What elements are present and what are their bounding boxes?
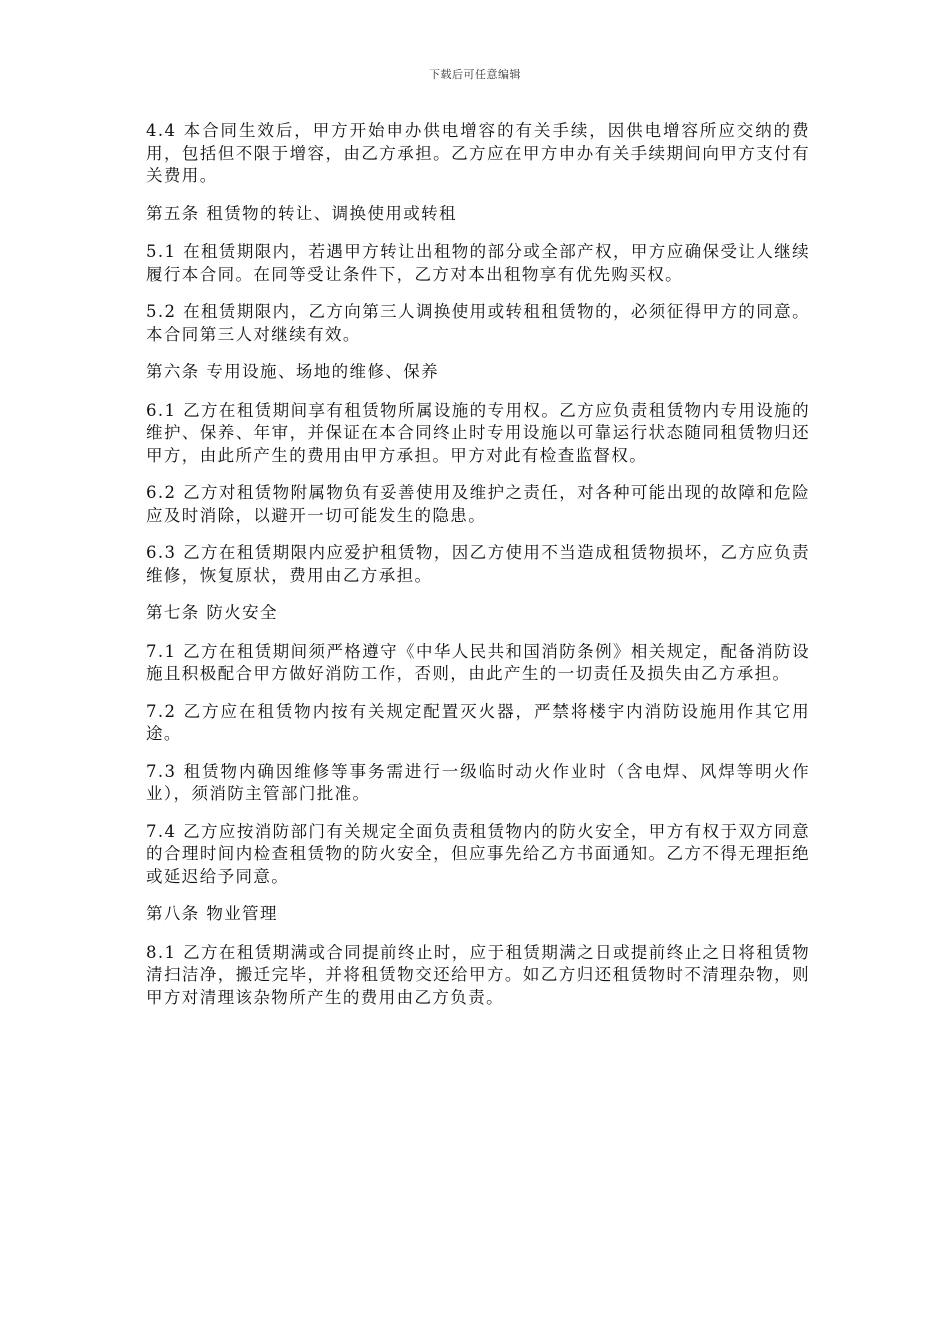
article-5-heading: 第五条 租赁物的转让、调换使用或转租 (146, 203, 457, 223)
clause-5-1: 5.1 在租赁期限内，若遇甲方转让出租物的部分或全部产权，甲方应确保受让人继续履行本合同。在同等受让条件下，乙方对本出租物享有优先购买权。 (146, 242, 810, 284)
page-header: 下载后可任意编辑 (429, 68, 521, 81)
clause-8-1: 8.1 乙方在租赁期满或合同提前终止时，应于租赁期满之日或提前终止之日将租赁物清扫洁净，搬迁完毕，并将租赁物交还给甲方。如乙方归还租赁物时不清理杂物，则甲方对清理该杂物所产生的费用由乙方负责。 (146, 942, 810, 1007)
clause-6-2: 6.2 乙方对租赁物附属物负有妥善使用及维护之责任，对各种可能出现的故障和危险应及时消除，以避开一切可能发生的隐患。 (146, 483, 810, 525)
clause-5-2: 5.2 在租赁期限内，乙方向第三人调换使用或转租租赁物的，必须征得甲方的同意。本合同第三人对继续有效。 (146, 302, 810, 344)
clause-6-3: 6.3 乙方在租赁期限内应爱护租赁物，因乙方使用不当造成租赁物损坏，乙方应负责维修，恢复原状，费用由乙方承担。 (146, 543, 810, 585)
document-body (146, 120, 810, 1024)
article-7-heading: 第七条 防火安全 (146, 603, 278, 622)
clause-7-4: 7.4 乙方应按消防部门有关规定全面负责租赁物内的防火安全，甲方有权于双方同意的合理时间内检查租赁物的防火安全，但应事先给乙方书面通知。乙方不得无理拒绝或延迟给予同意。 (146, 821, 810, 886)
clause-7-3: 7.3 租赁物内确因维修等事务需进行一级临时动火作业时（含电焊、风焊等明火作业），须消防主管部门批准。 (146, 761, 810, 803)
clause-4-4: 4.4 本合同生效后，甲方开始申办供电增容的有关手续，因供电增容所应交纳的费用，包括但不限于增容，由乙方承担。乙方应在甲方申办有关手续期间向甲方支付有关费用。 (146, 121, 810, 185)
clause-7-2: 7.2 乙方应在租赁物内按有关规定配置灭火器，严禁将楼宇内消防设施用作其它用途。 (146, 701, 810, 743)
clause-7-1: 7.1 乙方在租赁期间须严格遵守《中华人民共和国消防条例》相关规定，配备消防设施且积极配合甲方做好消防工作，否则，由此产生的一切责任及损失由乙方承担。 (146, 641, 810, 683)
article-8-heading: 第八条 物业管理 (146, 904, 278, 923)
clause-6-1: 6.1 乙方在租赁期间享有租赁物所属设施的专用权。乙方应负责租赁物内专用设施的维护、保养、年审，并保证在本合同终止时专用设施以可靠运行状态随同租赁物归还甲方，由此所产生的费用由甲方承担。甲方对此有检查监督权。 (146, 400, 810, 465)
article-6-heading: 第六条 专用设施、场地的维修、保养 (146, 362, 440, 381)
